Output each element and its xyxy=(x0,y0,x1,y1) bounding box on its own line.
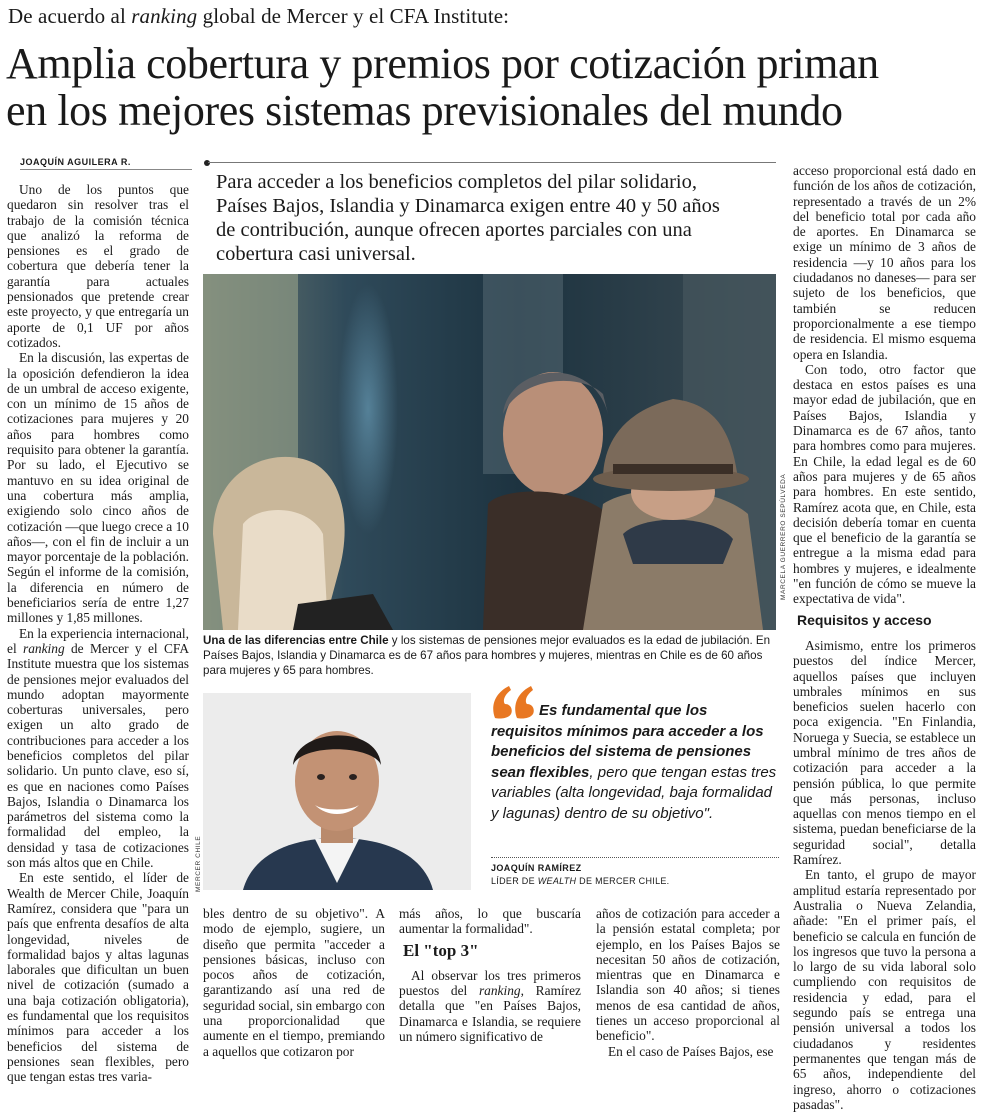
paragraph: Al observar los tres primeros puestos del ranking, Ramírez detalla que "en Países Bajos, Dinamarca e Islandia, se requiere un número significativo de xyxy=(399,967,581,1045)
kicker: De acuerdo al ranking global de Mercer y el CFA Institute: xyxy=(8,4,510,28)
subhead-top-3: El "top 3" xyxy=(403,940,479,960)
byline: JOAQUÍN AGUILERA R. xyxy=(20,157,131,167)
paragraph: bles dentro de su objetivo". A modo de ejemplo, sugiere, un diseño que permita "acceder a pensiones básicas, incluso con pocos años de cotización, garantizando así una red de seguridad social, sin embargo con una proporcionalidad que aumente en el tiempo, premiando a aquellos que cotizaron por xyxy=(203,906,385,1059)
paragraph: En la discusión, las expertas de la oposición defendieron la idea de un umbral de acceso exigente, con un mínimo de 15 años de cotizaciones para mujeres y 20 años para hombres como requisito para obtener la garantía. Por su lado, el Ejecutivo se mantuvo en su idea original de una cobertura más amplia, exigiendo solo cinco años de cotización —que luego crece a 10 años—, con el fin de incluir a un mayor porcentaje de la población. Según el informe de la comisión, la diferencia en número de beneficiarios sería de entre 1,27 millones y 1,85 millones. xyxy=(7,350,189,626)
portrait-illustration xyxy=(203,693,471,890)
deck-bullet xyxy=(204,160,210,166)
paragraph: Asimismo, entre los primeros puestos del índice Mercer, aquellos países que incluyen umbrales mínimos en sus beneficios suelen hacerlo con poca exigencia. "En Finlandia, Noruega y Suecia, se establece un umbral mínimo de tres años de cotización para acceder a la pensión pública, lo que permite que más personas, incluso aquellas con menos tiempo en el sistema, puedan beneficiarse de la seguridad social", detalla Ramírez. xyxy=(793,637,976,868)
photo-caption: Una de las diferencias entre Chile y los sistemas de pensiones mejor evaluados es la edad de jubilación. En Países Bajos, Islandia y Dinamarca es de 67 años para hombres y mujeres, mientras en Chile es de 60 años para mujeres y 65 para hombres. xyxy=(203,634,771,677)
article-column-2 xyxy=(203,906,385,1059)
photo-credit: MARCELA GUERRERO SEPÚLVEDA xyxy=(780,473,787,600)
headline-line-1: Amplia cobertura y premios por cotización priman xyxy=(6,39,879,88)
pull-quote: Es fundamental que los requisitos mínimos para acceder a los beneficios del sistema de pensiones sean flexibles, pero que tengan estas tres variables (alta longevidad, baja formalidad y lagunas) dentro de su objetivo". xyxy=(491,702,777,822)
paragraph: más años, lo que buscaría aumentar la formalidad". xyxy=(399,906,581,937)
byline-divider xyxy=(20,169,192,170)
deck-divider xyxy=(208,162,776,163)
paragraph: En el caso de Países Bajos, ese xyxy=(608,1043,774,1059)
article-column-1 xyxy=(7,182,189,1085)
paragraph: acceso proporcional está dado en función de los años de cotización, representado a través de un 2% del beneficio total por cada año de aportes. En Dinamarca se exige un mínimo de 3 años de residencia —y 10 años para los ciudadanos no daneses— para ser sujeto de los beneficios, que también se reducen proporcionalmente a ese tiempo de residencia. El mismo esquema opera en Islandia. xyxy=(793,163,976,362)
main-photo xyxy=(203,274,776,630)
deck: Para acceder a los beneficios completos del pilar solidario, Países Bajos, Islandia y Dinamarca exigen entre 40 y 50 años de contribución, aunque ofrecen aportes parciales con una cobertura casi universal. xyxy=(216,171,720,265)
article-column-3 xyxy=(399,906,581,1044)
paragraph: En tanto, el grupo de mayor amplitud estaría representado por Australia o Nueva Zelandia, añade: "En el primer país, el beneficio se calcula en función de los ingresos que tuvo la persona a lo largo de su vida laboral solo cumpliendo con requisitos de residencia y edad, para el segundo país se entrega una pensión universal a todos los ciudadanos y residentes permanentes que tengan más de 65 años, independiente del ingreso, ahorro o cotizaciones pasadas". xyxy=(793,867,976,1112)
article-column-5 xyxy=(793,163,976,1112)
paragraph: En este sentido, el líder de Wealth de Mercer Chile, Joaquín Ramírez, considera que "para un país que enfrenta desafíos de alta longevidad, niveles de formalidad bajos y altas lagunas laborales que dificultan un buen nivel de cotización (sumado a una baja cotización obligatoria), es fundamental que los requisitos mínimos para acceder a los beneficios del sistema de pensiones sean flexibles, pero que tengan estas tres varia- xyxy=(7,870,189,1085)
street-scene-illustration xyxy=(203,274,776,630)
quote-author-name: JOAQUÍN RAMÍREZ xyxy=(491,863,582,873)
headline xyxy=(6,40,978,134)
portrait-credit: MERCER CHILE xyxy=(195,835,202,892)
subhead-requisitos: Requisitos y acceso xyxy=(797,611,932,628)
quote-divider xyxy=(491,857,779,858)
paragraph: Uno de los puntos que quedaron sin resolver tras el trabajo de la comisión técnica que analizó la reforma de pensiones es el grado de cobertura que debería tener la garantía para actuales pensionados que pretende crear este proyecto, y que entregaría un aporte de 0,1 UF por años cotizados. xyxy=(7,182,189,350)
portrait-photo xyxy=(203,693,471,890)
quote-author-role: LÍDER DE WEALTH DE MERCER CHILE. xyxy=(491,876,670,886)
article-column-4 xyxy=(596,906,780,1059)
paragraph: Con todo, otro factor que destaca en estos países es una mayor edad de jubilación, que en Países Bajos, Islandia y Dinamarca es de 67 años, tanto para hombres como para mujeres. En Chile, la edad legal es de 60 años para mujeres y de 65 años para hombres. En este sentido, Ramírez acota que, en Chile, esta decisión debería tomar en cuenta que el beneficio de la garantía se entregue a la misma edad para hombres y mujeres, e idealmente "en función de cómo se mueve la expectativa de vida". xyxy=(793,361,976,607)
paragraph: años de cotización para acceder a la pensión estatal completa; por ejemplo, en los Países Bajos se necesitan 50 años de cotización, mientras que en Dinamarca e Islandia son 40 años; si tienes menos de esa cantidad de años, tienes un acceso proporcional al beneficio". xyxy=(596,906,780,1044)
paragraph: En la experiencia internacional, el ranking de Mercer y el CFA Institute muestra que los sistemas de pensiones mejor evaluados del mundo adoptan mayormente coberturas universales, pero exigen un alto grado de contribuciones para acceder a los beneficios completos del pilar solidario. Un punto clave, eso sí, es que en naciones como Países Bajos, Islandia o Dinamarca los parámetros del sistema como la formalidad del empleo, la densidad y tasa de cotizaciones son más altos que en Chile. xyxy=(7,625,189,871)
headline-line-2: en los mejores sistemas previsionales del mundo xyxy=(6,86,843,135)
